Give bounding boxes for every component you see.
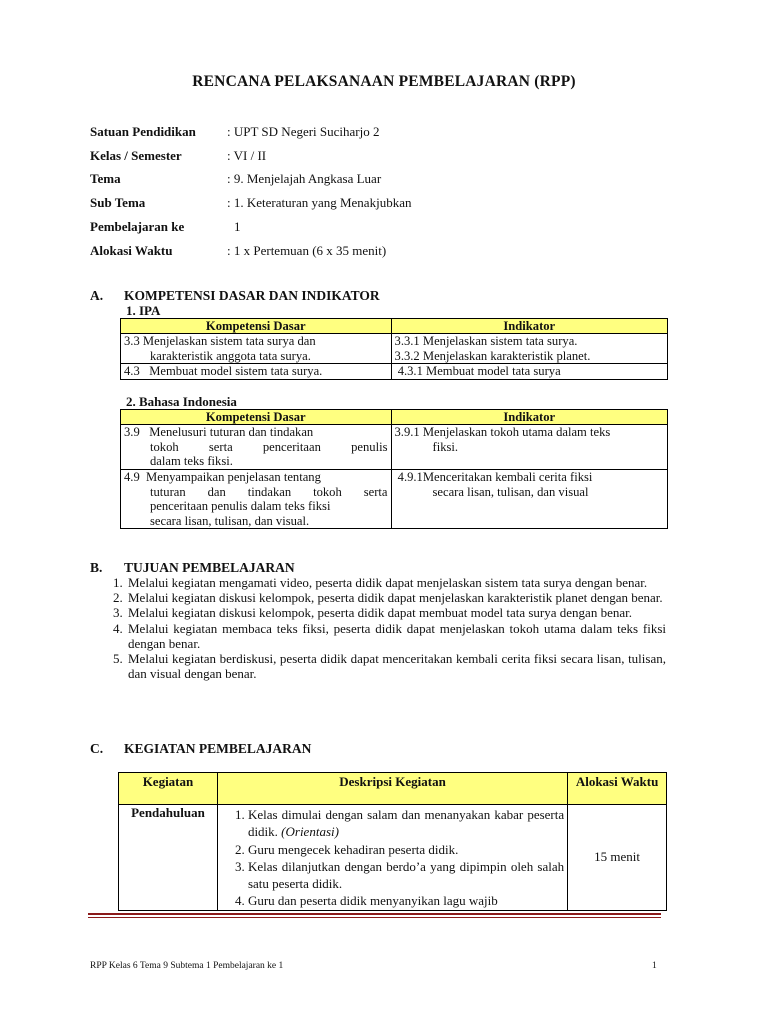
bindo-col-kd: Kompetensi Dasar bbox=[121, 410, 392, 425]
indikator-cell bbox=[391, 470, 668, 529]
deskripsi-cell bbox=[217, 805, 567, 911]
footer-rule bbox=[88, 913, 661, 915]
kd-cell bbox=[121, 364, 392, 380]
indikator-text: 3.3.1 Menjelaskan sistem tata surya. bbox=[394, 334, 578, 348]
tujuan-list bbox=[108, 575, 666, 681]
table-row bbox=[121, 334, 668, 364]
table-row bbox=[121, 425, 668, 470]
section-a-heading: KOMPETENSI DASAR DAN INDIKATOR bbox=[124, 288, 380, 303]
kegiatan-emphasis: (Orientasi) bbox=[281, 824, 339, 840]
identity-value: : 1 x Pertemuan (6 x 35 menit) bbox=[227, 243, 387, 258]
list-item: 2. Guru mengecek kehadiran peserta didik. bbox=[248, 841, 564, 858]
indikator-cell bbox=[391, 364, 667, 380]
indikator-text: fiksi. bbox=[432, 439, 459, 454]
kd-text: karakteristik anggota tata surya. bbox=[150, 348, 311, 363]
col-deskripsi: Deskripsi Kegiatan bbox=[217, 773, 567, 805]
kd-number: 4.9 bbox=[124, 470, 140, 484]
list-item: 4. Melalui kegiatan membaca teks fiksi, peserta didik dapat menjelaskan tokoh utama dalam teks fiksi dengan benar. bbox=[126, 621, 666, 651]
document-title: RENCANA PELAKSANAAN PEMBELAJARAN (RPP) bbox=[192, 73, 576, 90]
identity-label: Alokasi Waktu bbox=[90, 243, 173, 258]
kd-number: 3.3 bbox=[124, 334, 140, 348]
col-alokasi: Alokasi Waktu bbox=[568, 773, 667, 805]
section-b-letter: B. bbox=[90, 560, 103, 575]
kd-cell bbox=[121, 334, 392, 364]
section-c-letter: C. bbox=[90, 741, 104, 756]
kd-text: Membuat model sistem tata surya. bbox=[149, 364, 323, 379]
kd-text: tuturan dan tindakan tokoh serta bbox=[150, 484, 388, 499]
section-b-heading: TUJUAN PEMBELAJARAN bbox=[124, 560, 295, 575]
page-number: 1 bbox=[652, 961, 657, 971]
kd-text: dalam teks fiksi. bbox=[150, 454, 233, 469]
indikator-text: 4.3.1 Membuat model tata surya bbox=[397, 364, 561, 379]
kd-text: Menyampaikan penjelasan tentang bbox=[146, 470, 321, 484]
kd-cell bbox=[121, 470, 392, 529]
list-item: 1. Melalui kegiatan mengamati video, peserta didik dapat menjelaskan sistem tata surya dengan benar. bbox=[126, 575, 666, 590]
identity-label: Sub Tema bbox=[90, 195, 146, 210]
ipa-col-indikator: Indikator bbox=[391, 319, 667, 334]
section-a-letter: A. bbox=[90, 288, 104, 303]
ipa-col-kd: Kompetensi Dasar bbox=[121, 319, 392, 334]
ipa-heading: 1. IPA bbox=[126, 303, 161, 318]
list-item: 5. Melalui kegiatan berdiskusi, peserta didik dapat menceritakan kembali cerita fiksi secara lisan, tulisan, dan visual dengan benar. bbox=[126, 651, 666, 681]
identity-label: Kelas / Semester bbox=[90, 148, 182, 163]
identity-label: Satuan Pendidikan bbox=[90, 124, 196, 139]
kd-text: tokoh serta penceritaan penulis bbox=[150, 439, 388, 454]
list-item: 2. Melalui kegiatan diskusi kelompok, peserta didik dapat menjelaskan karakteristik planet dengan benar. bbox=[126, 590, 666, 605]
kd-number: 4.3 bbox=[124, 364, 140, 379]
indikator-text: 3.9.1 Menjelaskan tokoh utama dalam teks bbox=[394, 425, 611, 439]
kegiatan-table bbox=[118, 772, 667, 911]
kd-number: 3.9 bbox=[124, 425, 140, 439]
kegiatan-cell: Pendahuluan bbox=[119, 805, 218, 911]
identity-value: : VI / II bbox=[227, 148, 267, 163]
col-kegiatan: Kegiatan bbox=[119, 773, 218, 805]
section-c-heading: KEGIATAN PEMBELAJARAN bbox=[124, 741, 312, 756]
footer-text: RPP Kelas 6 Tema 9 Subtema 1 Pembelajaran ke 1 bbox=[90, 961, 284, 971]
identity-value: : 9. Menjelajah Angkasa Luar bbox=[227, 171, 382, 186]
indikator-text: 4.9.1Menceritakan kembali cerita fiksi bbox=[397, 470, 593, 484]
kegiatan-list bbox=[230, 806, 564, 910]
list-item bbox=[248, 806, 564, 841]
identity-label: Pembelajaran ke bbox=[90, 219, 185, 234]
footer-rule-thin bbox=[88, 917, 661, 918]
kd-text: penceritaan penulis dalam teks fiksi bbox=[150, 499, 331, 514]
bindo-table bbox=[120, 409, 668, 529]
ipa-table bbox=[120, 318, 668, 380]
table-row bbox=[119, 805, 667, 911]
kd-cell bbox=[121, 425, 392, 470]
identity-value: : UPT SD Negeri Suciharjo 2 bbox=[227, 124, 380, 139]
indikator-text: 3.3.2 Menjelaskan karakteristik planet. bbox=[394, 348, 591, 363]
bindo-col-indikator: Indikator bbox=[391, 410, 668, 425]
indikator-cell bbox=[391, 334, 667, 364]
kd-text: Menelusuri tuturan dan tindakan bbox=[149, 425, 314, 439]
list-item: 4. Guru dan peserta didik menyanyikan lagu wajib bbox=[248, 892, 564, 909]
alokasi-cell: 15 menit bbox=[568, 805, 667, 911]
indikator-text: secara lisan, tulisan, dan visual bbox=[432, 484, 589, 499]
indikator-cell bbox=[391, 425, 668, 470]
identity-value: : 1. Keteraturan yang Menakjubkan bbox=[227, 195, 412, 210]
list-item: 3. Melalui kegiatan diskusi kelompok, peserta didik dapat membuat model tata surya dengan benar. bbox=[126, 605, 666, 620]
kd-text: secara lisan, tulisan, dan visual. bbox=[150, 513, 310, 528]
identity-value: 1 bbox=[234, 219, 241, 234]
list-item: 3. Kelas dilanjutkan dengan berdo’a yang dipimpin oleh salah satu peserta didik. bbox=[248, 858, 564, 893]
identity-label: Tema bbox=[90, 171, 121, 186]
table-row bbox=[121, 364, 668, 380]
table-row bbox=[121, 470, 668, 529]
kegiatan-text: Kelas dimulai dengan salam dan menanyakan kabar peserta didik. bbox=[247, 807, 565, 840]
kd-text: Menjelaskan sistem tata surya dan bbox=[142, 334, 316, 348]
bindo-heading: 2. Bahasa Indonesia bbox=[126, 394, 237, 409]
